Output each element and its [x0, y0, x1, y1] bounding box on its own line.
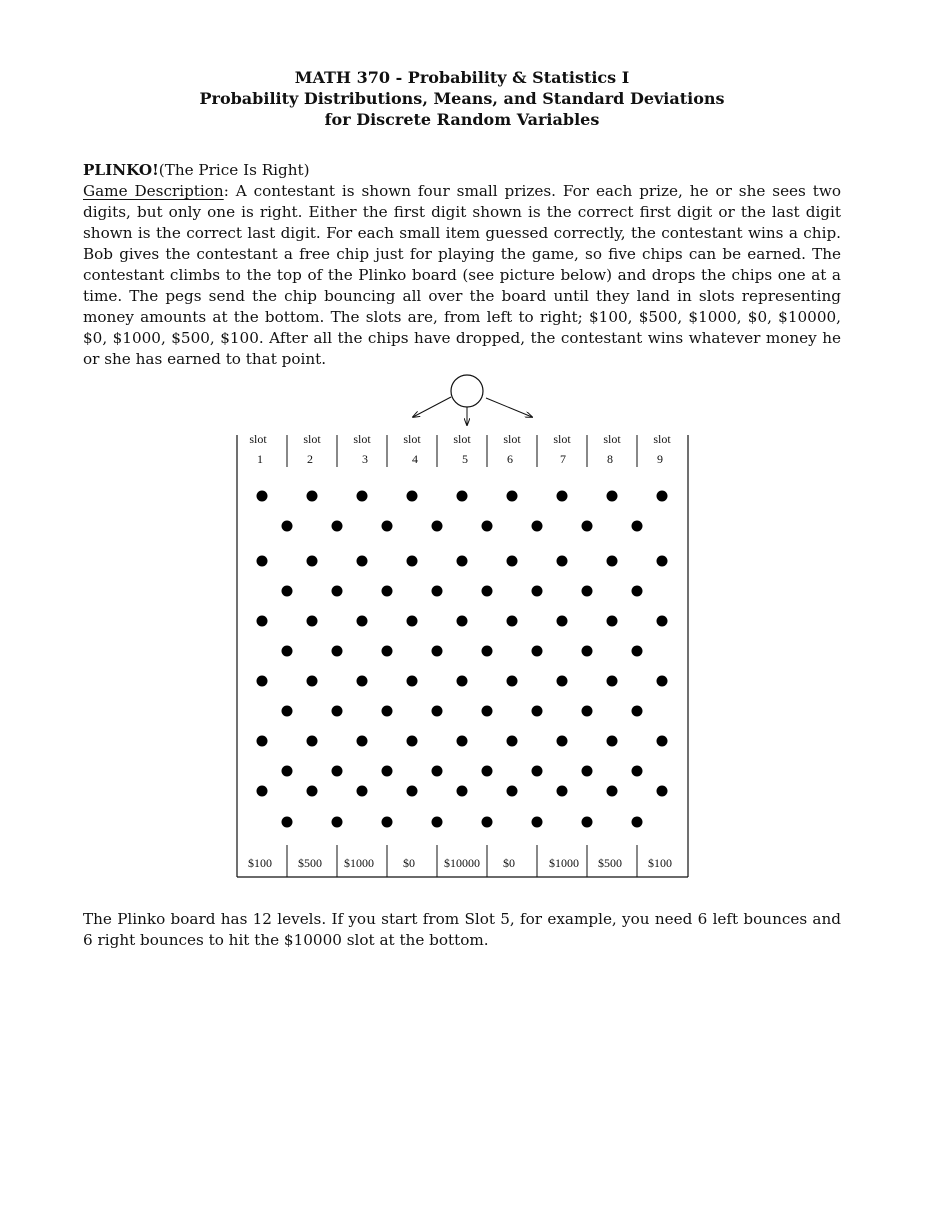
slot-number: 9: [657, 452, 663, 466]
peg-icon: [482, 817, 493, 828]
slot-number: 6: [507, 452, 513, 466]
peg-icon: [532, 646, 543, 657]
peg-icon: [632, 646, 643, 657]
prize-label: $0: [503, 856, 515, 870]
peg-icon: [382, 706, 393, 717]
peg-icon: [507, 786, 518, 797]
peg-icon: [582, 766, 593, 777]
peg-icon: [332, 646, 343, 657]
peg-icon: [357, 616, 368, 627]
slot-number: 5: [462, 452, 468, 466]
peg-icon: [382, 817, 393, 828]
peg-icon: [407, 616, 418, 627]
title-line-2: Probability Distributions, Means, and Standard Deviations: [199, 89, 725, 108]
slot-word: slot: [503, 432, 521, 446]
prize-label: $100: [648, 856, 672, 870]
peg-icon: [407, 676, 418, 687]
peg-icon: [257, 556, 268, 567]
slot-word: slot: [603, 432, 621, 446]
peg-icon: [482, 646, 493, 657]
peg-icon: [632, 521, 643, 532]
peg-icon: [632, 766, 643, 777]
peg-icon: [407, 786, 418, 797]
peg-icon: [307, 786, 318, 797]
peg-icon: [432, 521, 443, 532]
peg-icon: [407, 736, 418, 747]
peg-icon: [657, 491, 668, 502]
peg-icon: [307, 491, 318, 502]
arrow-left-icon: [413, 397, 451, 417]
peg-icon: [357, 556, 368, 567]
peg-icon: [507, 676, 518, 687]
slot-number: 7: [560, 452, 566, 466]
peg-icon: [507, 616, 518, 627]
peg-icon: [332, 521, 343, 532]
peg-icon: [432, 817, 443, 828]
peg-icon: [582, 586, 593, 597]
peg-icon: [282, 817, 293, 828]
peg-icon: [607, 556, 618, 567]
peg-icon: [282, 646, 293, 657]
peg-icon: [332, 817, 343, 828]
peg-icon: [582, 646, 593, 657]
peg-icon: [382, 646, 393, 657]
peg-icon: [407, 556, 418, 567]
peg-icon: [632, 817, 643, 828]
peg-icon: [257, 786, 268, 797]
title-line-3: for Discrete Random Variables: [324, 110, 600, 129]
peg-icon: [457, 676, 468, 687]
slot-number: 1: [257, 452, 263, 466]
peg-icon: [357, 786, 368, 797]
slot-word: slot: [553, 432, 571, 446]
peg-icon: [357, 491, 368, 502]
peg-icon: [307, 736, 318, 747]
slot-word: slot: [403, 432, 421, 446]
section-subheading: (The Price Is Right): [158, 161, 310, 179]
peg-icon: [382, 586, 393, 597]
peg-icon: [657, 786, 668, 797]
peg-icon: [657, 556, 668, 567]
peg-icon: [257, 736, 268, 747]
arrow-right-icon: [486, 398, 532, 417]
peg-icon: [482, 766, 493, 777]
peg-icon: [432, 586, 443, 597]
peg-icon: [332, 706, 343, 717]
slot-number: 8: [607, 452, 613, 466]
peg-icon: [532, 766, 543, 777]
peg-icon: [632, 706, 643, 717]
slot-word: slot: [303, 432, 321, 446]
game-description-label: Game Description: [83, 182, 224, 200]
peg-icon: [482, 521, 493, 532]
peg-icon: [607, 786, 618, 797]
chip-icon: [451, 375, 483, 407]
prize-label: $1000: [344, 856, 374, 870]
peg-icon: [557, 736, 568, 747]
title-line-1: MATH 370 - Probability & Statistics I: [294, 68, 630, 87]
prize-label: $0: [403, 856, 415, 870]
prize-label: $500: [598, 856, 622, 870]
peg-icon: [332, 766, 343, 777]
peg-icon: [307, 556, 318, 567]
prize-label: $10000: [444, 856, 480, 870]
peg-icon: [582, 817, 593, 828]
peg-icon: [532, 817, 543, 828]
peg-icon: [557, 556, 568, 567]
section-heading: PLINKO!: [83, 161, 159, 179]
peg-icon: [657, 736, 668, 747]
peg-grid: [257, 491, 668, 828]
slot-word: slot: [353, 432, 371, 446]
peg-icon: [382, 521, 393, 532]
peg-icon: [257, 676, 268, 687]
peg-icon: [507, 556, 518, 567]
peg-icon: [457, 616, 468, 627]
peg-icon: [307, 676, 318, 687]
peg-icon: [457, 556, 468, 567]
peg-icon: [457, 491, 468, 502]
game-description-text: : A contestant is shown four small prizes. For each prize, he or she sees two digits, but only one is right. Either the first digit shown is the correct first digit or the last digit shown is the correct last digit. For each small item guessed correctly, the contestant wins a chip. Bob gives the contestant a free chip just for playing the game, so five chips can be earned. The contestant climbs to the top of the Plinko board (see picture below) and drops the chips one at a time. The pegs send the chip bouncing all over the board until they land in slots representing money amounts at the bottom. The slots are, from left to right; $100, $500, $1000, $0, $10000, $0, $1000, $500, $100. After all the chips have dropped, the contestant wins whatever money he or she has earned to that point.: [83, 182, 842, 368]
peg-icon: [282, 706, 293, 717]
peg-icon: [257, 491, 268, 502]
peg-icon: [457, 786, 468, 797]
peg-icon: [582, 706, 593, 717]
peg-icon: [657, 676, 668, 687]
slot-word: slot: [249, 432, 267, 446]
peg-icon: [532, 706, 543, 717]
peg-icon: [607, 616, 618, 627]
peg-icon: [432, 766, 443, 777]
prize-label: $1000: [549, 856, 579, 870]
slot-number: 4: [412, 452, 418, 466]
peg-icon: [557, 786, 568, 797]
peg-icon: [557, 491, 568, 502]
peg-icon: [532, 586, 543, 597]
peg-icon: [607, 736, 618, 747]
peg-icon: [657, 616, 668, 627]
peg-icon: [507, 491, 518, 502]
peg-icon: [282, 766, 293, 777]
closing-paragraph: The Plinko board has 12 levels. If you start from Slot 5, for example, you need 6 left bounces and 6 right bounces to hit the $10000 slot at the bottom.: [83, 910, 841, 949]
peg-icon: [557, 616, 568, 627]
peg-icon: [332, 586, 343, 597]
prize-label: $500: [298, 856, 322, 870]
peg-icon: [457, 736, 468, 747]
slot-number: 2: [307, 452, 313, 466]
peg-icon: [307, 616, 318, 627]
peg-icon: [257, 616, 268, 627]
peg-icon: [607, 676, 618, 687]
peg-icon: [407, 491, 418, 502]
peg-icon: [357, 736, 368, 747]
prize-label: $100: [248, 856, 272, 870]
slot-number: 3: [362, 452, 368, 466]
peg-icon: [282, 521, 293, 532]
peg-icon: [582, 521, 593, 532]
slot-word: slot: [653, 432, 671, 446]
peg-icon: [482, 586, 493, 597]
peg-icon: [432, 706, 443, 717]
peg-icon: [557, 676, 568, 687]
peg-icon: [607, 491, 618, 502]
peg-icon: [432, 646, 443, 657]
peg-icon: [482, 706, 493, 717]
peg-icon: [532, 521, 543, 532]
peg-icon: [632, 586, 643, 597]
peg-icon: [507, 736, 518, 747]
peg-icon: [382, 766, 393, 777]
peg-icon: [282, 586, 293, 597]
slot-word: slot: [453, 432, 471, 446]
peg-icon: [357, 676, 368, 687]
